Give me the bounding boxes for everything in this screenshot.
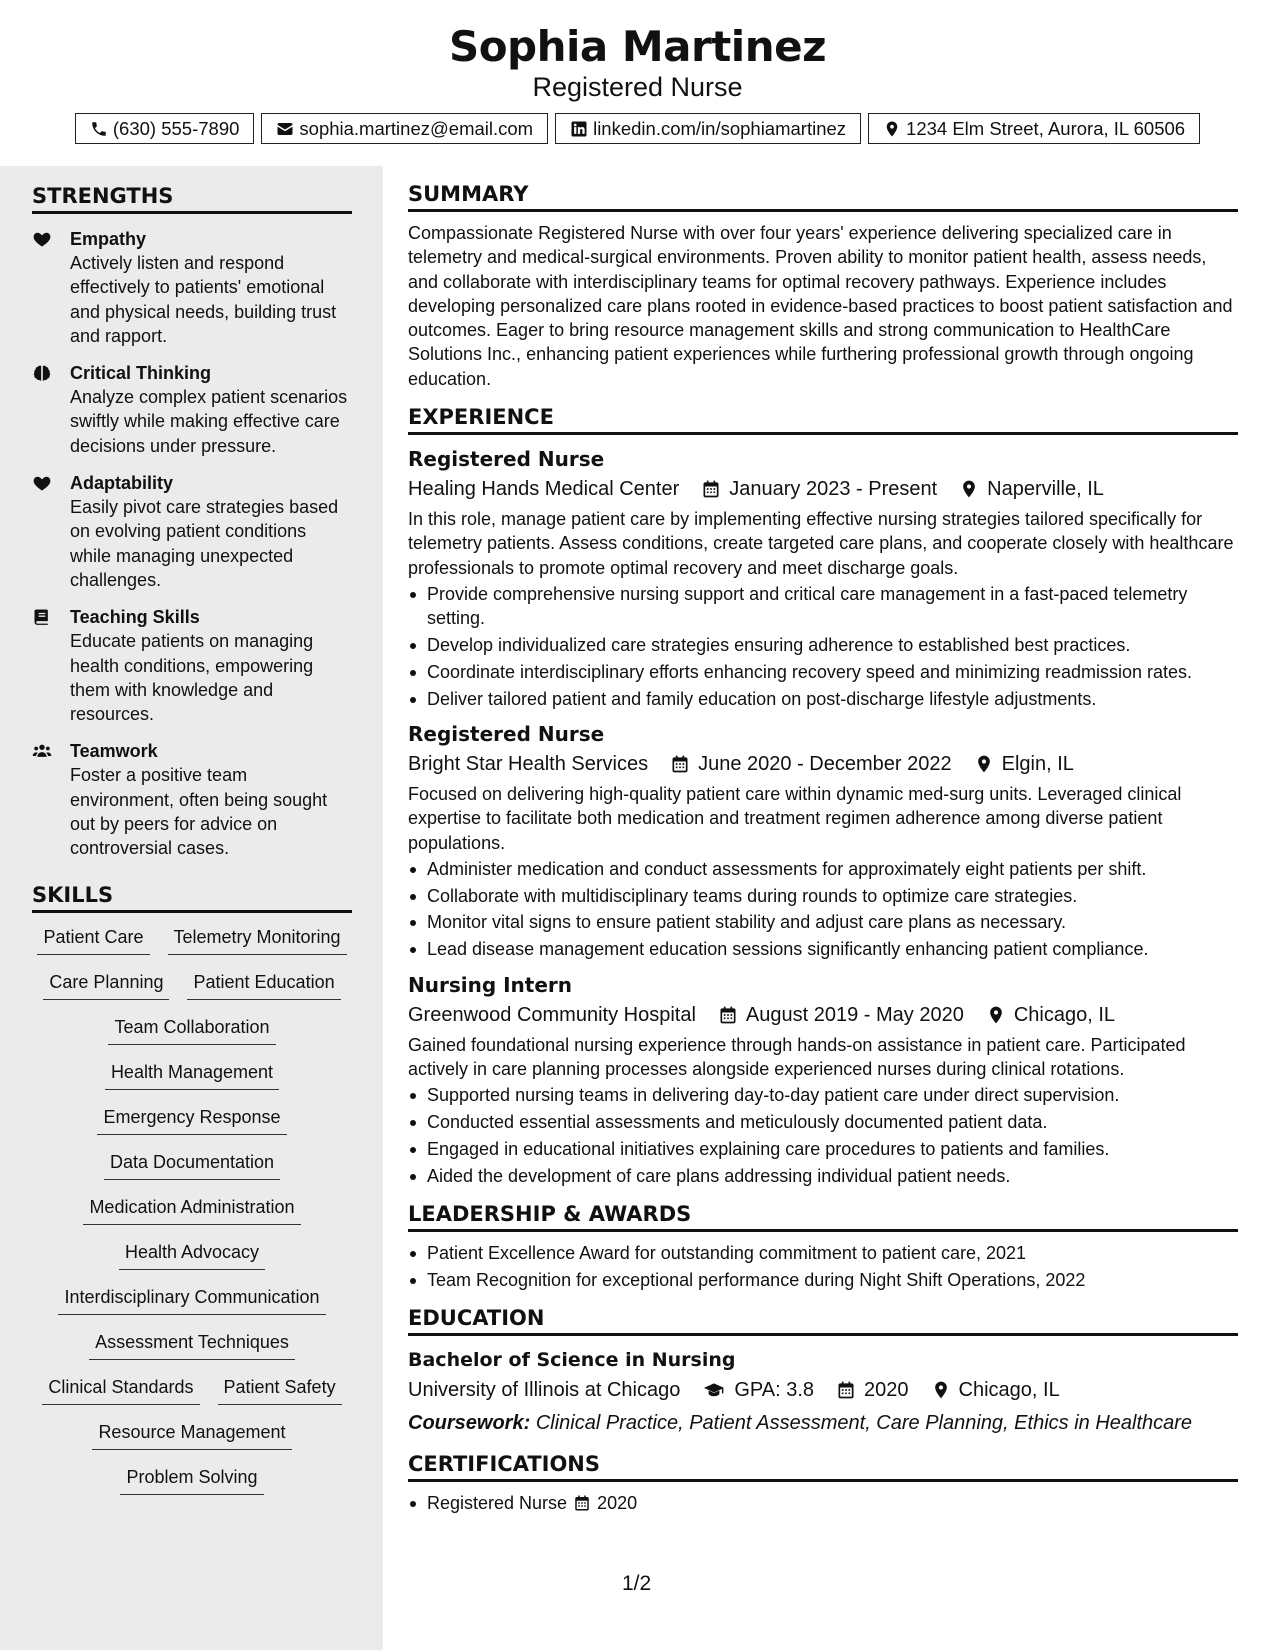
list-item: Conducted essential assessments and meticulously documented patient data. — [408, 1110, 1238, 1134]
list-item: Patient Excellence Award for outstanding commitment to patient care, 2021 — [408, 1241, 1238, 1265]
job-description: In this role, manage patient care by implementing effective nursing strategies tailored specifically for telemetry patients. Assess conditions, create targeted care plans, and cooperate closely with healthcare professionals to promote optimal recovery and meet discharge goals. — [408, 509, 1234, 578]
contact-email[interactable] — [261, 113, 548, 144]
summary-text: Compassionate Registered Nurse with over four years' experience delivering specialized care in telemetry and medical-surgical environments. Proven ability to monitor patient health, assess needs, and collaborate with interdisciplinary teams for optimal recovery pathways. Experience includes developing personalized care plans rooted in evidence-based practices to boost patient satisfaction and outcomes. Eager to bring resource management skills and strong communication to HealthCare Solutions Inc., enhancing patient experiences while furthering professional growth through ongoing education. — [408, 223, 1233, 389]
skill-tag: Problem Solving — [120, 1465, 263, 1495]
skills-list — [32, 925, 352, 1510]
certification-name: Registered Nurse — [427, 1492, 568, 1513]
job-location: Elgin, IL — [1001, 752, 1074, 775]
job-title: Nursing Intern — [408, 972, 573, 997]
list-item: Administer medication and conduct assessments for approximately eight patients per shift. — [408, 857, 1238, 881]
job-bullets — [408, 857, 1238, 962]
list-item: Deliver tailored patient and family education on post-discharge lifestyle adjustments. — [408, 687, 1238, 711]
awards-title: LEADERSHIP & AWARDS — [408, 1202, 1238, 1232]
list-item: Lead disease management education sessions significantly enhancing patient compliance. — [408, 937, 1238, 961]
certifications-title: CERTIFICATIONS — [408, 1452, 1238, 1482]
education-title: EDUCATION — [408, 1306, 1238, 1336]
job-dates: June 2020 - December 2022 — [698, 752, 952, 775]
awards-section — [408, 1202, 1238, 1292]
job-company: Greenwood Community Hospital — [408, 1003, 696, 1026]
job-description: Focused on delivering high-quality patient care within dynamic med-surg units. Leveraged clinical expertise to facilitate both medication and treatment regimen adherence among diverse patient populations. — [408, 783, 1182, 853]
skill-tag: Patient Care — [37, 925, 149, 955]
contact-phone — [75, 113, 255, 144]
list-item: Coordinate interdisciplinary efforts enhancing recovery speed and minimizing readmission rates. — [408, 660, 1238, 684]
contact-linkedin[interactable] — [555, 113, 861, 144]
book-icon — [32, 605, 70, 726]
skill-tag: Resource Management — [92, 1420, 291, 1450]
job-dates: January 2023 - Present — [729, 478, 938, 501]
graduation-cap-icon — [702, 1380, 726, 1400]
graduation-year: 2020 — [864, 1378, 909, 1401]
linkedin-icon — [570, 120, 588, 138]
strength-title: Adaptability — [70, 473, 174, 494]
sidebar — [0, 166, 383, 1650]
coursework-label: Coursework: — [408, 1411, 531, 1434]
list-item: Provide comprehensive nursing support and critical care management in a fast-paced telemetry setting. — [408, 582, 1238, 631]
envelope-icon — [276, 120, 294, 138]
map-pin-icon — [883, 120, 901, 138]
certifications-section — [408, 1452, 1238, 1515]
job-title: Registered Nurse — [408, 721, 605, 746]
skill-tag: Clinical Standards — [42, 1375, 199, 1405]
skill-tag: Health Management — [105, 1060, 279, 1090]
strength-title: Empathy — [70, 229, 147, 249]
job-company: Healing Hands Medical Center — [408, 478, 680, 501]
calendar-icon — [670, 754, 690, 774]
experience-section — [408, 405, 1238, 1188]
heart-icon — [32, 227, 70, 348]
certifications-list — [408, 1491, 1238, 1515]
job-entry — [408, 444, 1238, 711]
strength-item — [32, 605, 352, 726]
job-company: Bright Star Health Services — [408, 752, 649, 775]
skill-tag: Team Collaboration — [108, 1015, 275, 1045]
job-dates: August 2019 - May 2020 — [745, 1003, 964, 1026]
school-name: University of Illinois at Chicago — [408, 1378, 681, 1401]
education-location: Chicago, IL — [958, 1378, 1060, 1401]
strength-item — [32, 471, 352, 592]
job-entry — [408, 970, 1238, 1188]
skill-tag: Telemetry Monitoring — [168, 925, 347, 955]
address-text: 1234 Elm Street, Aurora, IL 60506 — [906, 117, 1186, 139]
awards-list — [408, 1241, 1238, 1292]
strength-item — [32, 227, 352, 348]
list-item — [408, 1491, 1238, 1515]
phone-icon — [90, 120, 108, 138]
coursework-list: Clinical Practice, Patient Assessment, Care Planning, Ethics in Healthcare — [535, 1411, 1193, 1434]
experience-title: EXPERIENCE — [408, 405, 1238, 435]
linkedin-text: linkedin.com/in/sophiamartinez — [593, 117, 847, 139]
strength-desc: Easily pivot care strategies based on evolving patient conditions while managing unexpected challenges. — [70, 497, 339, 590]
skill-tag: Health Advocacy — [119, 1240, 265, 1270]
contact-bar — [0, 113, 1275, 144]
job-entry — [408, 719, 1238, 962]
skill-tag: Care Planning — [43, 970, 169, 1000]
list-item: Team Recognition for exceptional performance during Night Shift Operations, 2022 — [408, 1268, 1238, 1292]
job-location: Naperville, IL — [987, 478, 1104, 501]
email-text: sophia.martinez@email.com — [299, 117, 534, 139]
education-section — [408, 1306, 1238, 1438]
map-pin-icon — [931, 1380, 951, 1400]
calendar-icon — [718, 1005, 738, 1025]
skill-tag: Patient Safety — [218, 1375, 342, 1405]
job-location: Chicago, IL — [1013, 1003, 1115, 1026]
strength-desc: Foster a positive team environment, often being sought out by peers for advice on controversial cases. — [70, 765, 328, 859]
strength-title: Teaching Skills — [70, 607, 200, 628]
skill-tag: Interdisciplinary Communication — [58, 1285, 325, 1315]
skill-tag: Data Documentation — [104, 1150, 280, 1180]
users-icon — [32, 739, 70, 860]
phone-text: (630) 555-7890 — [112, 117, 240, 139]
skill-tag: Assessment Techniques — [89, 1330, 295, 1360]
map-pin-icon — [986, 1005, 1006, 1025]
degree-title: Bachelor of Science in Nursing — [408, 1348, 736, 1371]
candidate-name: Sophia Martinez — [448, 22, 827, 71]
job-meta — [408, 749, 1238, 779]
list-item: Aided the development of care plans addressing individual patient needs. — [408, 1164, 1238, 1188]
skill-tag: Emergency Response — [97, 1105, 286, 1135]
resume-header — [0, 0, 1275, 166]
map-pin-icon — [959, 479, 979, 499]
skill-tag: Medication Administration — [83, 1195, 300, 1225]
list-item: Monitor vital signs to ensure patient stability and adjust care plans as necessary. — [408, 910, 1238, 934]
main-column — [408, 182, 1238, 1518]
job-description: Gained foundational nursing experience through hands-on assistance in patient care. Participated actively in care planning processes alongside experienced nurses during clinical rotations. — [408, 1034, 1186, 1079]
summary-title: SUMMARY — [408, 182, 1238, 212]
coursework — [408, 1408, 1238, 1438]
strength-item — [32, 361, 352, 458]
brain-icon — [32, 361, 70, 458]
strength-desc: Analyze complex patient scenarios swiftly while making effective care decisions under pressure. — [70, 387, 348, 456]
strengths-title: STRENGTHS — [32, 184, 352, 214]
candidate-role: Registered Nurse — [532, 72, 743, 102]
list-item: Collaborate with multidisciplinary teams during rounds to optimize care strategies. — [408, 884, 1238, 908]
contact-address — [868, 113, 1200, 144]
strength-desc: Actively listen and respond effectively to patients' emotional and physical needs, building trust and rapport. — [70, 253, 337, 346]
job-meta — [408, 474, 1238, 504]
job-bullets — [408, 1083, 1238, 1188]
certification-year: 2020 — [597, 1492, 638, 1513]
map-pin-icon — [974, 754, 994, 774]
list-item: Engaged in educational initiatives explaining care procedures to patients and families. — [408, 1137, 1238, 1161]
gpa: GPA: 3.8 — [734, 1378, 815, 1401]
list-item: Supported nursing teams in delivering day-to-day patient care under direct supervision. — [408, 1083, 1238, 1107]
education-meta — [408, 1375, 1238, 1405]
job-meta — [408, 1000, 1238, 1030]
list-item: Develop individualized care strategies ensuring adherence to established best practices. — [408, 633, 1238, 657]
strength-desc: Educate patients on managing health conditions, empowering them with knowledge and resources. — [70, 631, 314, 725]
calendar-icon — [701, 479, 721, 499]
strength-item — [32, 739, 352, 860]
job-title: Registered Nurse — [408, 447, 605, 472]
strength-title: Critical Thinking — [70, 363, 212, 384]
skills-title: SKILLS — [32, 883, 352, 913]
page-number: 1/2 — [622, 1572, 652, 1595]
skill-tag: Patient Education — [187, 970, 340, 1000]
strength-title: Teamwork — [70, 741, 158, 762]
calendar-icon — [836, 1380, 856, 1400]
heart-icon — [32, 471, 70, 592]
job-bullets — [408, 582, 1238, 711]
calendar-icon — [573, 1494, 591, 1512]
